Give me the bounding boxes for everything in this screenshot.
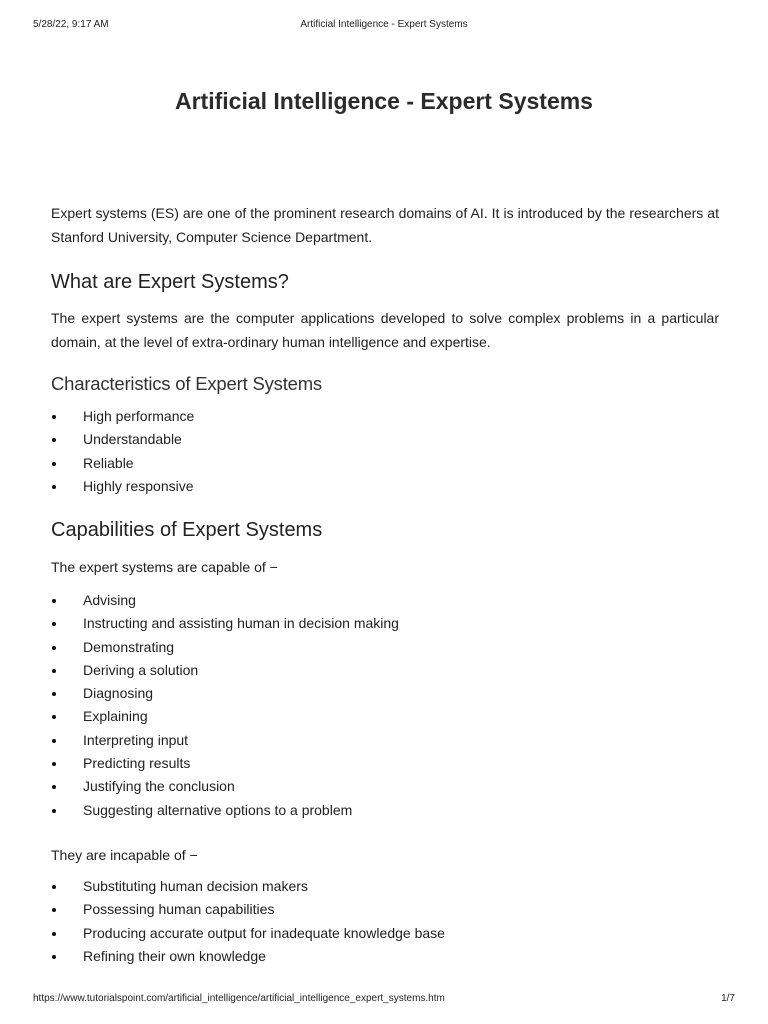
list-item: Refining their own knowledge <box>51 945 719 968</box>
heading-capabilities: Capabilities of Expert Systems <box>51 519 323 541</box>
list-item: Diagnosing <box>51 682 719 705</box>
print-datetime: 5/28/22, 9:17 AM <box>33 19 109 30</box>
heading-characteristics: Characteristics of Expert Systems <box>51 373 322 394</box>
incapable-intro: They are incapable of − <box>51 847 198 863</box>
list-item: Predicting results <box>51 752 719 775</box>
list-item: Explaining <box>51 705 719 728</box>
list-item: High performance <box>51 405 719 428</box>
page-title: Artificial Intelligence - Expert Systems <box>175 88 593 114</box>
print-doc-title: Artificial Intelligence - Expert Systems <box>300 19 468 30</box>
capable-list <box>51 589 719 822</box>
incapable-list <box>51 875 719 968</box>
list-item: Advising <box>51 589 719 612</box>
capable-intro: The expert systems are capable of − <box>51 559 278 575</box>
list-item: Instructing and assisting human in decision making <box>51 612 719 635</box>
page-number: 1/7 <box>721 993 735 1004</box>
intro-paragraph: Expert systems (ES) are one of the prominent research domains of AI. It is introduced by the researchers at Stanford University, Computer Science Department. <box>51 205 719 245</box>
list-item: Suggesting alternative options to a problem <box>51 799 719 822</box>
list-item: Substituting human decision makers <box>51 875 719 898</box>
list-item: Possessing human capabilities <box>51 898 719 921</box>
heading-what-are-expert-systems: What are Expert Systems? <box>51 271 289 293</box>
list-item: Understandable <box>51 428 719 451</box>
characteristics-list <box>51 405 719 498</box>
list-item: Highly responsive <box>51 475 719 498</box>
what-paragraph: The expert systems are the computer applications developed to solve complex problems in a particular domain, at the level of extra-ordinary human intelligence and expertise. <box>51 310 719 350</box>
list-item: Producing accurate output for inadequate knowledge base <box>51 922 719 945</box>
print-url: https://www.tutorialspoint.com/artificial_intelligence/artificial_intelligence_expert_systems.htm <box>33 993 445 1004</box>
list-item: Interpreting input <box>51 729 719 752</box>
list-item: Demonstrating <box>51 636 719 659</box>
list-item: Deriving a solution <box>51 659 719 682</box>
list-item: Reliable <box>51 452 719 475</box>
list-item: Justifying the conclusion <box>51 775 719 798</box>
